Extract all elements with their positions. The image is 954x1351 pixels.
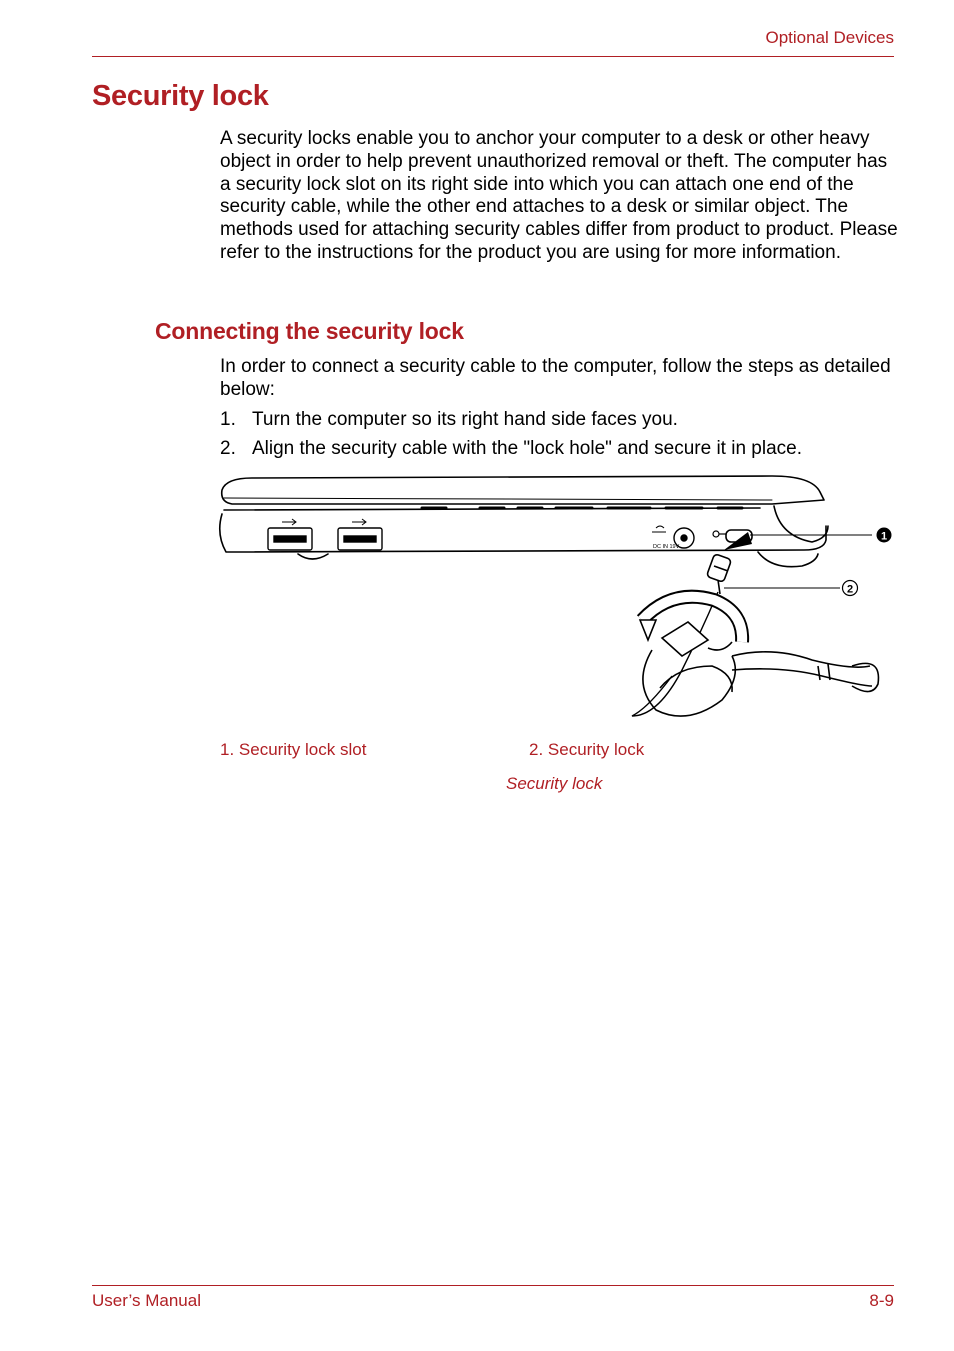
callout-number: 2: [846, 583, 854, 596]
laptop-hinge: [774, 506, 828, 542]
intro-paragraph: A security locks enable you to anchor your computer to a desk or other heavy object in order to help prevent unauthorized removal or theft. The computer has a security lock slot on its right side into which you can attach one end of the security cable, while the other end attaches to a desk or similar object. The methods used for attaching security cables differ from product to product. Please refer to the instructions for the product you are using for more information.: [220, 128, 898, 263]
step-item: [220, 438, 900, 460]
section-subheading: Connecting the security lock: [155, 318, 464, 344]
callout-number: 1: [880, 530, 888, 543]
step-number: 2.: [220, 438, 236, 459]
security-lock-illustration: [212, 470, 902, 730]
figure-label: 1. Security lock slot: [220, 740, 367, 759]
page-number: 8-9: [869, 1291, 894, 1310]
usb-port-icon: [338, 519, 382, 550]
step-item: [220, 409, 900, 431]
anchor-strap: [640, 597, 878, 716]
step-text: Align the security cable with the "lock hole" and secure it in place.: [252, 438, 803, 459]
dc-in-label: DC IN 19V: [653, 544, 680, 550]
footer-manual-title: User’s Manual: [92, 1291, 201, 1310]
header-rule: [92, 56, 894, 57]
page-title: Security lock: [92, 80, 269, 112]
usb-port-icon: [268, 519, 312, 550]
steps-intro: In order to connect a security cable to the computer, follow the steps as detailed below:: [220, 356, 891, 400]
callout-marker-2: [843, 581, 858, 596]
figure-caption: Security lock: [506, 774, 603, 793]
header-section-title: Optional Devices: [765, 28, 894, 47]
step-number: 1.: [220, 409, 236, 430]
footer-rule: [92, 1285, 894, 1286]
callout-marker-1: [877, 528, 892, 543]
figure-label: 2. Security lock: [529, 740, 645, 759]
step-text: Turn the computer so its right hand side faces you.: [252, 409, 678, 430]
